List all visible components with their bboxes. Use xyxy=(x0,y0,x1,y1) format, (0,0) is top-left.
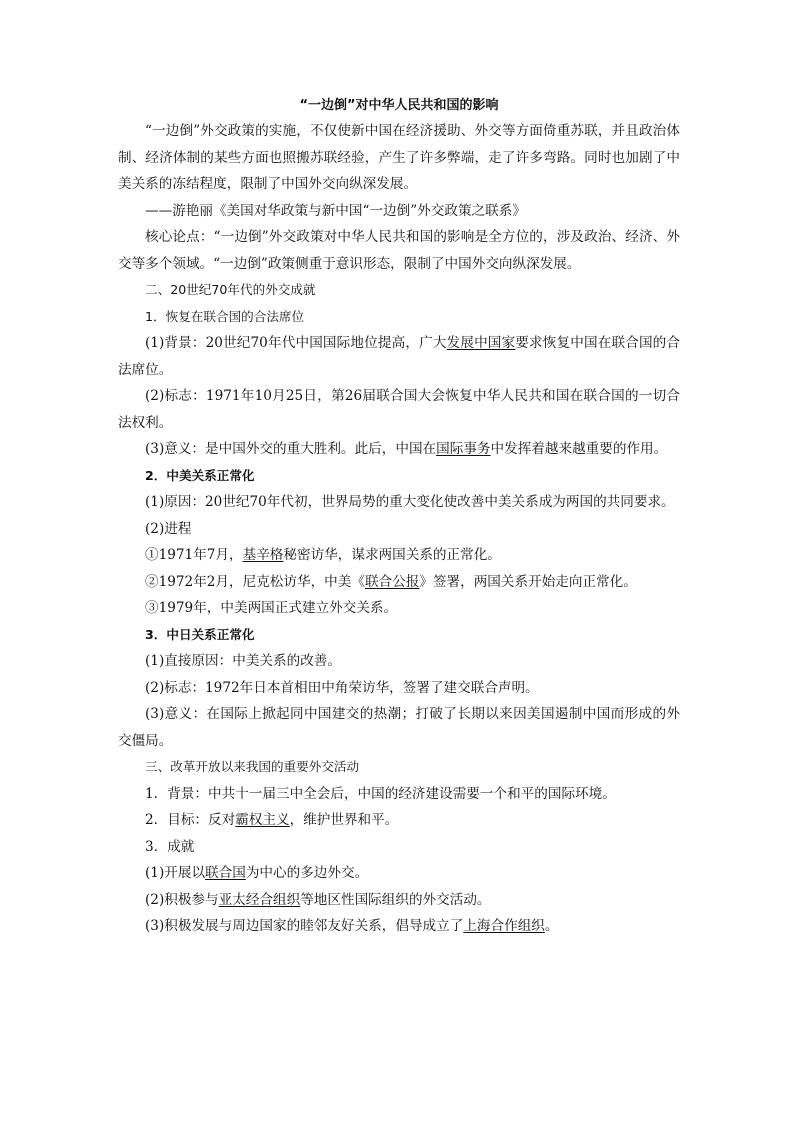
us-process-1: ①1971年7月，基辛格秘密访华，谋求两国关系的正常化。 xyxy=(145,547,501,563)
reform-goal: 2．目标：反对霸权主义，维护世界和平。 xyxy=(145,812,399,828)
underlined-term: 亚太经合组织 xyxy=(218,891,301,908)
underlined-term: 联合国 xyxy=(205,865,246,881)
japan-cause: (1)直接原因：中美关系的改善。 xyxy=(145,653,341,669)
achievement-1: (1)开展以联合国为中心的多边外交。 xyxy=(145,865,369,881)
us-process-3: ③1979年，中美两国正式建立外交关系。 xyxy=(145,600,398,616)
japan-sign: (2)标志：1972年日本首相田中角荣访华，签署了建交联合声明。 xyxy=(145,679,539,696)
un-seat-heading: 1．恢复在联合国的合法席位 xyxy=(145,308,305,324)
underlined-term: 基辛格 xyxy=(242,547,284,563)
us-process: (2)进程 xyxy=(145,520,192,537)
un-significance: (3)意义：是中国外交的重大胜利。此后，中国在国际事务中发挥着越来越重要的作用。 xyxy=(145,441,668,457)
section-2-heading: 二、20世纪70年代的外交成就 xyxy=(145,282,316,297)
document-body xyxy=(118,94,680,940)
reform-achievements: 3．成就 xyxy=(145,838,195,855)
underlined-term: 发展中国家 xyxy=(446,335,516,351)
achievement-3: (3)积极发展与周边国家的睦邻友好关系，倡导成立了上海合作组织。 xyxy=(145,918,559,934)
achievement-2: (2)积极参与亚太经合组织等地区性国际组织的外交活动。 xyxy=(145,891,491,908)
underlined-term: 联合公报 xyxy=(364,573,420,590)
core-argument: 核心论点：“一边倒”外交政策对中华人民共和国的影响是全方位的，涉及政治、经济、外交等多个领域。“一边倒”政策侧重于意识形态，限制了中国外交向纵深发展。 xyxy=(118,229,680,272)
us-process-2: ②1972年2月，尼克松访华，中美《联合公报》签署，两国关系开始走向正常化。 xyxy=(145,573,637,590)
page-title: “一边倒”对中华人民共和国的影响 xyxy=(299,98,499,113)
un-sign: (2)标志：1971年10月25日，第26届联合国大会恢复中华人民共和国在联合国的一切合法权利。 xyxy=(118,388,680,431)
underlined-term: 国际事务 xyxy=(436,441,491,457)
underlined-term: 上海合作组织 xyxy=(463,918,545,934)
japan-normalization-heading: 3．中日关系正常化 xyxy=(145,626,255,642)
un-background: (1)背景：20世纪70年代中国国际地位提高，广大发展中国家要求恢复中国在联合国的合法席位。 xyxy=(118,335,681,378)
section-3-heading: 三、改革开放以来我国的重要外交活动 xyxy=(145,759,360,774)
underlined-term: 霸权主义 xyxy=(235,812,290,828)
intro-paragraph: “一边倒”外交政策的实施，不仅使新中国在经济援助、外交等方面倚重苏联，并且政治体制、经济体制的某些方面也照搬苏联经验，产生了许多弊端，走了许多弯路。同时也加剧了中美关系的冻结程度，限制了中国外交向纵深发展。 xyxy=(118,123,680,192)
us-cause: (1)原因：20世纪70年代初，世界局势的重大变化使改善中美关系成为两国的共同要求。 xyxy=(145,494,675,510)
source-citation: ——游艳丽《美国对华政策与新中国“一边倒”外交政策之联系》 xyxy=(145,202,526,219)
japan-significance: (3)意义：在国际上掀起同中国建交的热潮；打破了长期以来因美国遏制中国而形成的外交僵局。 xyxy=(118,706,680,749)
reform-background: 1．背景：中共十一届三中全会后，中国的经济建设需要一个和平的国际环境。 xyxy=(145,785,616,802)
us-normalization-heading: 2．中美关系正常化 xyxy=(145,467,255,483)
